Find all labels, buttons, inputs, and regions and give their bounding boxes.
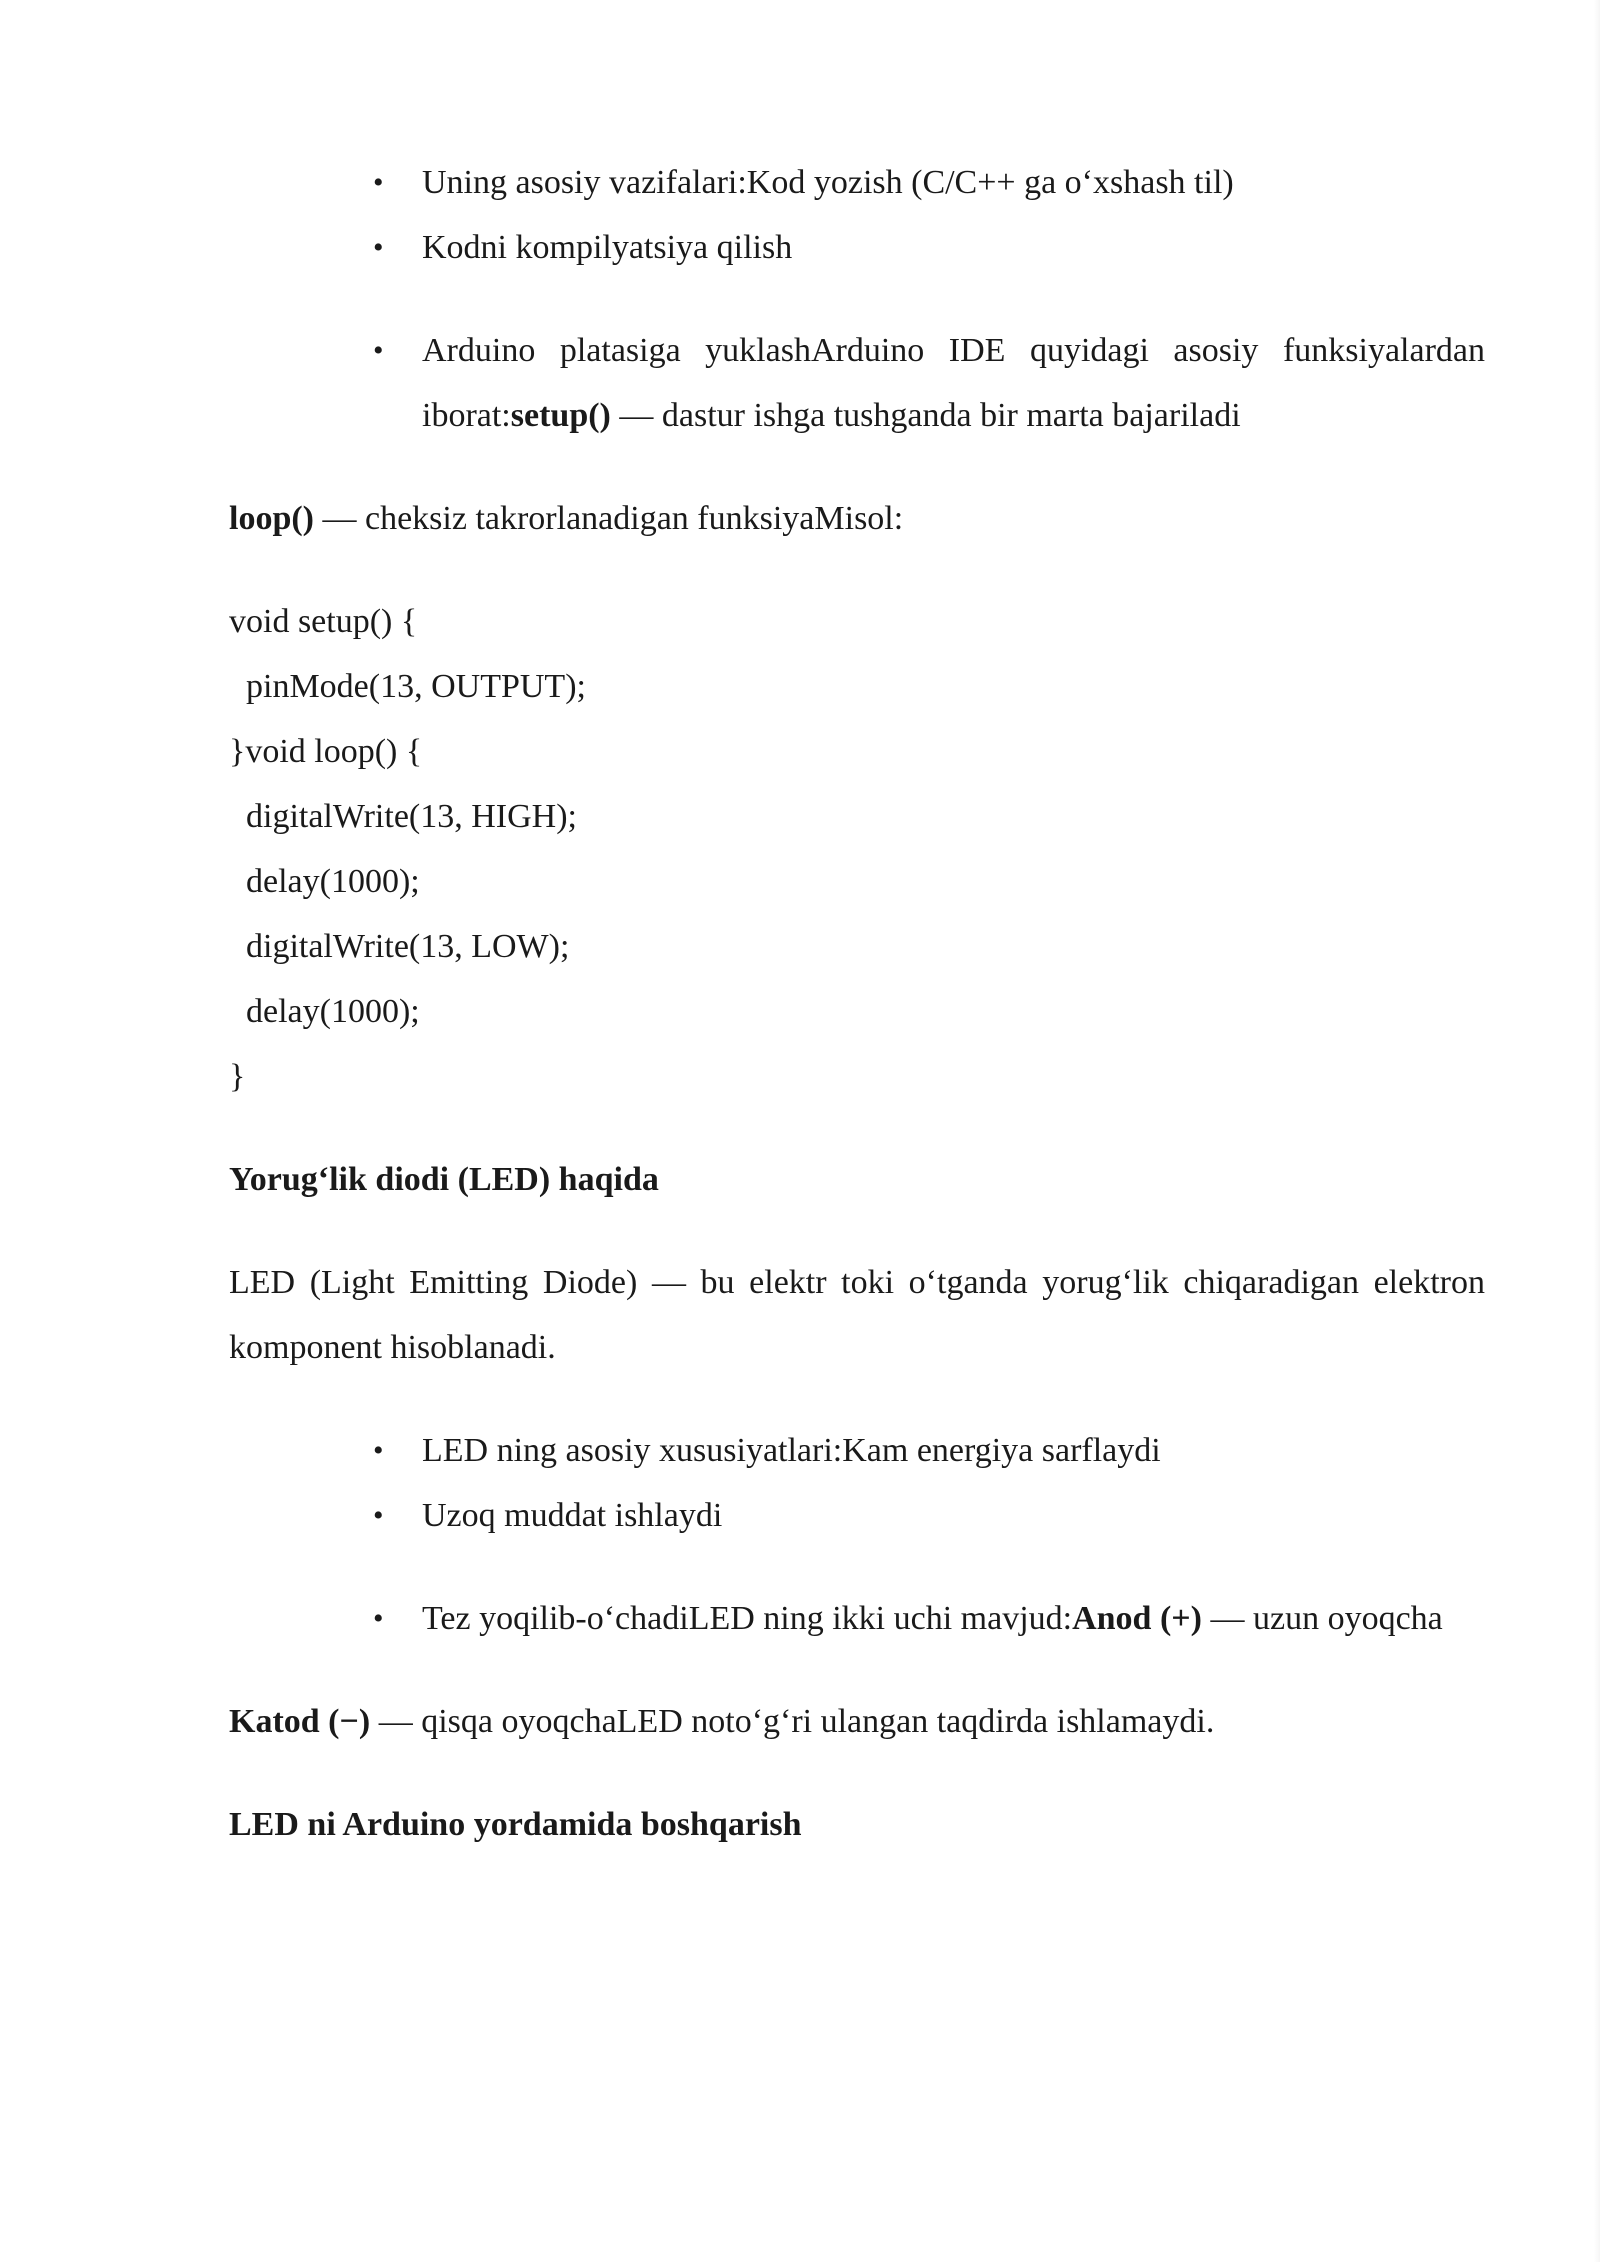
code-line: delay(1000); — [229, 993, 420, 1030]
text-run: — cheksiz takrorlanadigan funksiyaMisol: — [314, 500, 904, 537]
list-item: • LED ning asosiy xususiyatlari:Kam energiya sarflaydi — [229, 1418, 1485, 1483]
document-content — [229, 150, 1485, 1857]
bullet-list-arduino-cont — [229, 318, 1485, 448]
led-definition-paragraph: LED (Light Emitting Diode) — bu elektr toki o‘tganda yorug‘lik chiqaradigan elektron komponent hisoblanadi. — [229, 1264, 1485, 1366]
code-line: pinMode(13, OUTPUT); — [229, 668, 586, 705]
code-block — [229, 589, 1485, 1109]
text-run: — uzun oyoqcha — [1201, 1600, 1443, 1637]
code-line: delay(1000); — [229, 863, 420, 900]
loop-keyword: loop() — [229, 500, 314, 537]
code-line: digitalWrite(13, LOW); — [229, 928, 570, 965]
list-item: • Uzoq muddat ishlaydi — [229, 1483, 1485, 1548]
text-run: — qisqa oyoqchaLED noto‘g‘ri ulangan taqdirda ishlamaydi. — [370, 1703, 1215, 1740]
section-heading-led: Yorug‘lik diodi (LED) haqida — [229, 1161, 659, 1198]
katod-paragraph — [229, 1689, 1485, 1754]
text-run: Tez yoqilib-o‘chadiLED ning ikki uchi mavjud: — [422, 1600, 1073, 1637]
list-item: • Kodni kompilyatsiya qilish — [229, 215, 1485, 280]
code-line: digitalWrite(13, HIGH); — [229, 798, 577, 835]
section-heading-control: LED ni Arduino yordamida boshqarish — [229, 1806, 802, 1843]
bullet-list-led — [229, 1418, 1485, 1548]
bullet-list-arduino — [229, 150, 1485, 280]
code-line: }void loop() { — [229, 733, 423, 770]
anode-label: Anod (+) — [1072, 1600, 1202, 1637]
list-item-ide-functions — [229, 318, 1485, 448]
loop-paragraph — [229, 486, 1485, 551]
list-item: • Uning asosiy vazifalari:Kod yozish (C/C++ ga o‘xshash til) — [229, 150, 1485, 215]
page-edge — [1594, 0, 1600, 2262]
list-item-led-legs — [229, 1586, 1485, 1651]
text-run: — dastur ishga tushganda bir marta bajariladi — [610, 397, 1241, 434]
code-line: void setup() { — [229, 603, 418, 640]
cathode-label: Katod (−) — [229, 1703, 371, 1740]
setup-keyword: setup() — [510, 397, 611, 434]
text-run: Arduino platasiga yuklashArduino IDE quyidagi asosiy funksiyalardan iborat: — [422, 332, 1485, 434]
code-line: } — [229, 1058, 246, 1095]
bullet-list-led-cont — [229, 1586, 1485, 1651]
